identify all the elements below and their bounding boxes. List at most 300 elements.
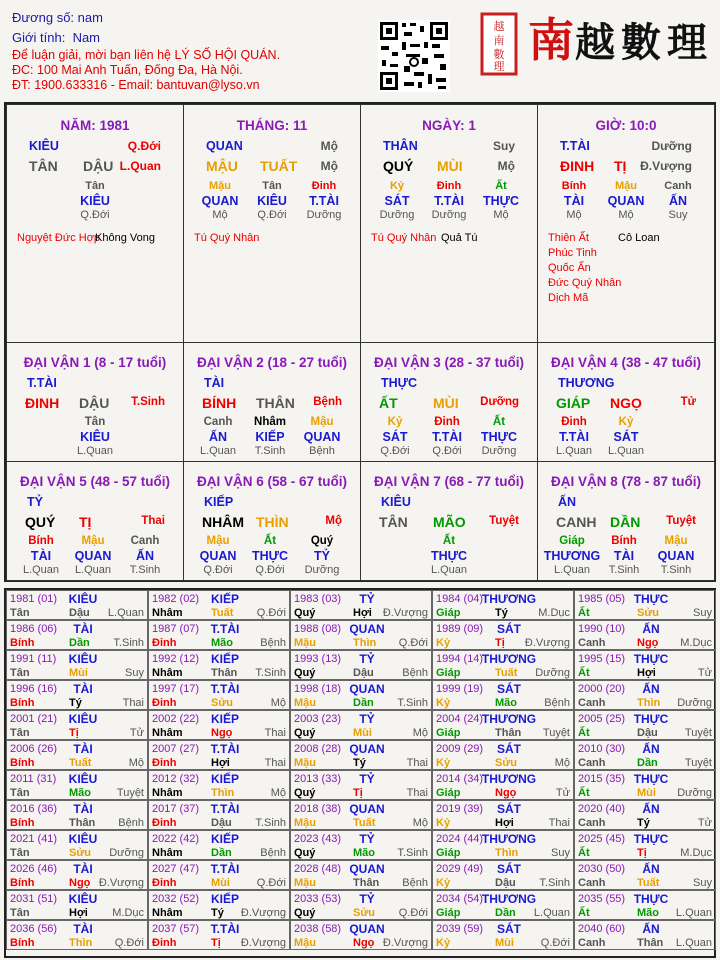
dai-van-branch: THÂN [256, 395, 295, 411]
year-label: 2032 (52) [152, 893, 200, 905]
dai-van-title: ĐẠI VẬN 5 (48 - 57 tuổi) [19, 474, 171, 489]
dai-van-title: ĐẠI VẬN 1 (8 - 17 tuổi) [23, 355, 167, 370]
hidden-phase: Mộ [618, 209, 634, 221]
hidden-phase: Bệnh [309, 445, 335, 457]
year-phase: Bệnh [402, 667, 428, 679]
hidden-ten-god: THỰC [482, 194, 520, 208]
year-phase: M.Dục [680, 637, 712, 649]
year-phase: Đ.Vượng [524, 637, 570, 649]
year-branch: Mùi [637, 787, 656, 799]
seal-glyph-1: 越 [493, 20, 505, 33]
hidden-ten-god: THỰC [430, 549, 468, 563]
year-ten-god: TÀI [73, 862, 93, 876]
year-label: 2033 (53) [294, 893, 342, 905]
year-phase: T.Sinh [255, 817, 286, 829]
hidden-phase: T.Sinh [660, 564, 692, 576]
year-phase: Suy [693, 877, 712, 889]
year-label: 1984 (04) [436, 593, 484, 605]
year-ten-god: KIÊU [68, 892, 98, 906]
dai-van-cell [360, 461, 538, 581]
year-stem: Bính [10, 637, 35, 649]
dai-van-title: ĐẠI VẬN 6 (58 - 67 tuổi) [196, 474, 348, 489]
dai-van-stem: NHÂM [202, 514, 244, 530]
hidden-stem: Giáp [559, 535, 585, 547]
year-label: 2016 (36) [10, 803, 58, 815]
pillar-branch: MÙI [437, 158, 463, 174]
hidden-phase: L.Quan [430, 564, 468, 576]
hidden-phase: T.Sinh [129, 564, 161, 576]
year-phase: Q.Đới [114, 937, 144, 949]
hidden-ten-god: QUAN [303, 430, 341, 444]
year-branch: Mão [637, 907, 659, 919]
hidden-stem: Ất [263, 535, 277, 547]
year-stem: Kỷ [436, 937, 451, 949]
year-cell [148, 680, 290, 710]
year-phase: Mộ [412, 817, 428, 829]
seal-glyph-3: 數 [493, 48, 505, 61]
star-left: Phúc Tinh [548, 247, 597, 259]
year-stem: Đinh [152, 757, 177, 769]
year-label: 2008 (28) [294, 743, 342, 755]
year-stem: Tân [10, 727, 30, 739]
year-label: 2011 (31) [10, 773, 57, 785]
year-cell [6, 680, 148, 710]
year-ten-god: THƯƠNG [481, 592, 537, 606]
year-stem: Nhâm [152, 727, 183, 739]
year-label: 2018 (38) [294, 803, 342, 815]
year-phase: Mộ [554, 757, 570, 769]
year-ten-god: THƯƠNG [481, 652, 537, 666]
year-ten-god: SÁT [497, 622, 521, 636]
dai-van-branch: MÃO [433, 514, 466, 530]
year-phase: Mộ [270, 697, 286, 709]
year-label: 2030 (50) [578, 863, 626, 875]
dai-van-cell [360, 342, 538, 462]
pillar-note: Suy [492, 139, 515, 153]
hidden-phase: T.Sinh [254, 445, 286, 457]
year-cell [432, 680, 574, 710]
year-stem: Kỷ [436, 877, 451, 889]
hidden-phase: Q.Đới [432, 445, 462, 457]
year-phase: T.Sinh [255, 667, 286, 679]
year-stem: Canh [578, 697, 606, 709]
year-cell [290, 860, 432, 890]
year-ten-god: TỶ [359, 592, 375, 606]
pillar-title: NGÀY: 1 [422, 118, 476, 133]
year-label: 2009 (29) [436, 743, 484, 755]
dai-van-phase: T.Sinh [131, 396, 165, 408]
year-label: 1986 (06) [10, 623, 58, 635]
year-cell [6, 740, 148, 770]
hidden-ten-god: SÁT [384, 194, 410, 208]
year-branch: Mão [69, 787, 91, 799]
owner-label: Đương số: [12, 10, 75, 25]
hidden-ten-god: QUAN [201, 194, 239, 208]
year-ten-god: KIẾP [210, 712, 240, 726]
year-ten-god: THỰC [633, 592, 669, 606]
dai-van-branch: NGỌ [610, 395, 642, 411]
year-branch: Dậu [211, 817, 232, 829]
hidden-phase: L.Quan [76, 445, 114, 457]
pillar-cell [6, 104, 184, 343]
year-phase: Suy [693, 607, 712, 619]
pillar-stem: TÂN [29, 158, 58, 174]
year-stem: Canh [578, 637, 606, 649]
year-label: 2019 (39) [436, 803, 484, 815]
hidden-phase: Q.Đới [380, 445, 410, 457]
year-label: 2005 (25) [578, 713, 626, 725]
dai-van-stem: QUÝ [25, 514, 56, 530]
pillar-ten-god: T.TÀI [560, 139, 590, 153]
year-stem: Quý [294, 667, 316, 679]
year-ten-god: QUAN [349, 682, 385, 696]
hidden-stem: Quý [310, 535, 334, 547]
year-phase: Đ.Vượng [382, 937, 428, 949]
hidden-ten-god: TỶ [314, 549, 330, 563]
pillar-cell [360, 104, 538, 343]
dai-van-cell [6, 461, 184, 581]
year-stem: Bính [10, 937, 35, 949]
year-label: 2001 (21) [10, 713, 58, 725]
hidden-stem: Kỷ [389, 180, 405, 192]
year-stem: Canh [578, 877, 606, 889]
year-branch: Thìn [211, 787, 235, 799]
year-label: 1982 (02) [152, 593, 200, 605]
year-cell [290, 800, 432, 830]
year-phase: L.Quan [675, 907, 712, 919]
dai-van-title: ĐẠI VẬN 4 (38 - 47 tuổi) [550, 355, 702, 370]
year-label: 1987 (07) [152, 623, 200, 635]
dai-van-title: ĐẠI VẬN 8 (78 - 87 tuổi) [550, 474, 702, 489]
year-ten-god: TỶ [359, 892, 375, 906]
star-left: Đức Quý Nhân [548, 277, 622, 289]
hidden-phase: Q.Đới [257, 209, 287, 221]
year-branch: Thân [495, 727, 522, 739]
year-branch: Dậu [353, 667, 374, 679]
pillar-branch: TUẤT [260, 158, 298, 174]
year-branch: Mão [211, 637, 233, 649]
pillar-title: GIỜ: 10:0 [595, 118, 657, 133]
year-cell [432, 800, 574, 830]
year-cell [6, 590, 148, 620]
hidden-stem: Kỷ [387, 416, 403, 428]
pillar-phase: Mộ [497, 159, 515, 173]
dai-van-phase: Tuyệt [666, 515, 696, 527]
hidden-stem: Đinh [434, 416, 460, 428]
hidden-ten-god: TÀI [563, 194, 585, 208]
year-cell [574, 830, 716, 860]
hidden-phase: Dưỡng [481, 445, 517, 457]
logo-glyph-1: 南 [528, 13, 574, 67]
year-ten-god: THỰC [633, 892, 669, 906]
pillar-note: Q.Đới [127, 139, 161, 153]
year-branch: Dần [353, 697, 374, 709]
pillar-phase: L.Quan [119, 159, 161, 173]
year-branch: Thìn [69, 937, 93, 949]
year-phase: Tuyệt [684, 757, 712, 769]
qr-code-icon[interactable] [378, 20, 450, 92]
dai-van-ten-god: TÀI [204, 376, 225, 390]
year-label: 1990 (10) [578, 623, 626, 635]
pillar-ten-god: KIÊU [29, 139, 59, 153]
year-label: 2029 (49) [436, 863, 484, 875]
dai-van-cell [537, 342, 715, 462]
hidden-phase: Dưỡng [304, 564, 340, 576]
year-label: 2003 (23) [294, 713, 342, 725]
dai-van-stem: TÂN [379, 514, 408, 530]
year-branch: Tuất [69, 757, 92, 769]
pillar-title: THÁNG: 11 [236, 118, 308, 133]
hidden-ten-god: SÁT [613, 430, 639, 444]
hidden-stem: Mậu [209, 180, 231, 192]
year-branch: Ngọ [353, 937, 375, 949]
year-stem: Quý [294, 727, 316, 739]
year-phase: Bệnh [260, 637, 286, 649]
dai-van-ten-god: THỰC [381, 376, 418, 390]
year-branch: Hợi [637, 667, 656, 679]
year-phase: Q.Đới [256, 607, 286, 619]
year-stem: Tân [10, 607, 30, 619]
brand-logo[interactable] [478, 6, 718, 80]
year-label: 2017 (37) [152, 803, 200, 815]
year-branch: Tị [353, 787, 363, 799]
hidden-ten-god: QUAN [657, 549, 695, 563]
year-cell [148, 740, 290, 770]
year-branch: Dần [637, 757, 658, 769]
year-phase: M.Dục [112, 907, 144, 919]
pillar-ten-god: THÂN [383, 139, 418, 153]
year-ten-god: ẤN [642, 622, 660, 636]
year-stem: Mậu [294, 877, 316, 889]
year-ten-god: THỰC [633, 712, 669, 726]
dai-van-phase: Dưỡng [480, 396, 519, 408]
hidden-phase: Dưỡng [431, 209, 467, 221]
year-branch: Tý [211, 907, 224, 919]
year-phase: Tuyệt [116, 787, 144, 799]
hidden-phase: Q.Đới [80, 209, 110, 221]
year-label: 2007 (27) [152, 743, 200, 755]
year-stem: Đinh [152, 697, 177, 709]
star-right: Không Vong [95, 232, 155, 244]
hidden-stem: Canh [664, 180, 692, 192]
year-cell [290, 680, 432, 710]
hidden-stem: Đinh [561, 416, 587, 428]
pillar-stem: ĐINH [560, 158, 595, 174]
year-stem: Mậu [294, 637, 316, 649]
hidden-ten-god: QUAN [74, 549, 112, 563]
dai-van-branch: DẬU [79, 395, 110, 411]
year-stem: Giáp [436, 907, 461, 919]
year-phase: L.Quan [533, 907, 570, 919]
year-branch: Sửu [69, 847, 92, 859]
year-label: 2036 (56) [10, 923, 58, 935]
year-branch: Tý [637, 817, 650, 829]
logo-glyph-2: 越 [575, 19, 615, 66]
year-phase: Thai [264, 757, 286, 769]
year-stem: Bính [10, 757, 35, 769]
year-cell [6, 650, 148, 680]
year-phase: Mộ [128, 757, 144, 769]
year-phase: Mộ [270, 787, 286, 799]
contact-line: Để luận giải, mời bạn liên hệ LÝ SỐ HỘI QUÁN. [12, 48, 281, 62]
year-label: 1985 (05) [578, 593, 626, 605]
year-branch: Tý [353, 757, 366, 769]
year-stem: Mậu [294, 757, 316, 769]
dai-van-cell [6, 342, 184, 462]
hidden-stem: Mậu [206, 535, 230, 547]
hidden-stem: Mậu [310, 416, 334, 428]
year-ten-god: TÀI [73, 622, 93, 636]
year-phase: Tử [555, 787, 570, 799]
year-branch: Mùi [69, 667, 88, 679]
hidden-ten-god: TÀI [613, 549, 635, 563]
year-label: 1999 (19) [436, 683, 484, 695]
year-branch: Tuất [637, 877, 660, 889]
hidden-stem: Ất [492, 416, 506, 428]
dai-van-branch: DẦN [610, 514, 641, 530]
year-ten-god: T.TÀI [210, 622, 240, 636]
year-phase: Thai [406, 757, 428, 769]
year-branch: Mão [353, 847, 375, 859]
year-label: 2034 (54) [436, 893, 484, 905]
year-phase: Đ.Vượng [240, 937, 286, 949]
year-branch: Sửu [211, 697, 234, 709]
hidden-ten-god: ẤN [668, 194, 688, 208]
hidden-phase: Q.Đới [255, 564, 285, 576]
year-cell [290, 620, 432, 650]
year-phase: Thai [548, 817, 570, 829]
year-phase: Q.Đới [398, 637, 428, 649]
year-branch: Thìn [637, 697, 661, 709]
hidden-ten-god: THỰC [251, 549, 289, 563]
year-cell [432, 860, 574, 890]
year-ten-god: KIẾP [210, 772, 240, 786]
year-cell [574, 920, 716, 950]
pillar-note: Dưỡng [651, 139, 692, 153]
dai-van-ten-god: KIẾP [204, 495, 234, 509]
year-cell [290, 830, 432, 860]
year-branch: Tuất [211, 607, 234, 619]
star-left: Tú Quý Nhân [194, 232, 260, 244]
year-phase: Thai [264, 727, 286, 739]
year-label: 2012 (32) [152, 773, 200, 785]
year-ten-god: T.TÀI [210, 862, 240, 876]
year-branch: Thân [353, 877, 380, 889]
hidden-phase: Dưỡng [306, 209, 342, 221]
year-stem: Giáp [436, 727, 461, 739]
hidden-stem: Mậu [664, 535, 688, 547]
year-ten-god: T.TÀI [210, 922, 240, 936]
hidden-phase: Dưỡng [379, 209, 415, 221]
hidden-phase: Mộ [493, 209, 509, 221]
year-stem: Quý [294, 607, 316, 619]
year-phase: Dưỡng [535, 667, 570, 679]
year-cell [574, 800, 716, 830]
year-phase: Đ.Vượng [240, 907, 286, 919]
dai-van-stem: CANH [556, 514, 597, 530]
year-branch: Dần [69, 637, 90, 649]
year-phase: Dưỡng [677, 697, 712, 709]
year-label: 2002 (22) [152, 713, 200, 725]
year-phase: Tử [129, 727, 144, 739]
year-label: 1991 (11) [10, 653, 57, 665]
year-ten-god: ẤN [642, 862, 660, 876]
year-branch: Tuất [353, 817, 376, 829]
header [12, 8, 352, 93]
hidden-phase: L.Quan [22, 564, 60, 576]
hidden-stem: Kỷ [618, 416, 634, 428]
year-phase: Đ.Vượng [98, 877, 144, 889]
year-label: 1997 (17) [152, 683, 200, 695]
star-left: Quốc Ấn [548, 262, 591, 274]
year-stem: Nhâm [152, 667, 183, 679]
owner-row [12, 8, 352, 28]
year-cell [290, 770, 432, 800]
year-ten-god: TỶ [359, 652, 375, 666]
year-label: 2014 (34) [436, 773, 484, 785]
year-ten-god: KIẾP [210, 592, 240, 606]
year-branch: Thân [637, 937, 664, 949]
year-branch: Tị [495, 637, 505, 649]
year-phase: Đ.Vượng [382, 607, 428, 619]
pillar-stem: QUÝ [383, 158, 414, 174]
gender-row [12, 28, 352, 48]
year-ten-god: SÁT [497, 922, 521, 936]
pillar-cell [537, 104, 715, 343]
hidden-stem: Tân [85, 180, 105, 192]
year-ten-god: THỰC [633, 652, 669, 666]
year-stem: Đinh [152, 637, 177, 649]
year-ten-god: T.TÀI [210, 802, 240, 816]
year-branch: Mùi [353, 727, 372, 739]
year-label: 1992 (12) [152, 653, 200, 665]
year-phase: Thai [406, 787, 428, 799]
year-stem: Mậu [294, 817, 316, 829]
year-label: 2027 (47) [152, 863, 200, 875]
year-label: 2035 (55) [578, 893, 626, 905]
year-phase: T.Sinh [397, 697, 428, 709]
hidden-ten-god: T.TÀI [434, 194, 464, 208]
year-label: 1983 (03) [294, 593, 342, 605]
star-right: Cô Loan [618, 232, 660, 244]
year-ten-god: TÀI [73, 682, 93, 696]
pillar-stem: MẬU [206, 158, 238, 174]
year-ten-god: THỰC [633, 772, 669, 786]
dai-van-cell [183, 342, 361, 462]
year-phase: T.Sinh [539, 877, 570, 889]
year-cell [148, 770, 290, 800]
year-cell [432, 770, 574, 800]
star-right: Quả Tú [441, 232, 478, 244]
year-ten-god: T.TÀI [210, 682, 240, 696]
logo-glyph-3: 數 [621, 19, 661, 66]
year-branch: Hợi [211, 757, 230, 769]
year-phase: Suy [125, 667, 144, 679]
year-branch: Ngọ [637, 637, 659, 649]
hidden-ten-god: SÁT [382, 430, 408, 444]
year-stem: Ất [578, 607, 590, 619]
star-left: Tú Quý Nhân [371, 232, 437, 244]
year-stem: Ất [578, 667, 590, 679]
year-label: 2024 (44) [436, 833, 484, 845]
year-phase: Dưỡng [677, 787, 712, 799]
year-cell [148, 860, 290, 890]
year-stem: Quý [294, 787, 316, 799]
year-cell [148, 830, 290, 860]
year-cell [6, 710, 148, 740]
year-label: 2010 (30) [578, 743, 626, 755]
year-label: 1994 (14) [436, 653, 484, 665]
